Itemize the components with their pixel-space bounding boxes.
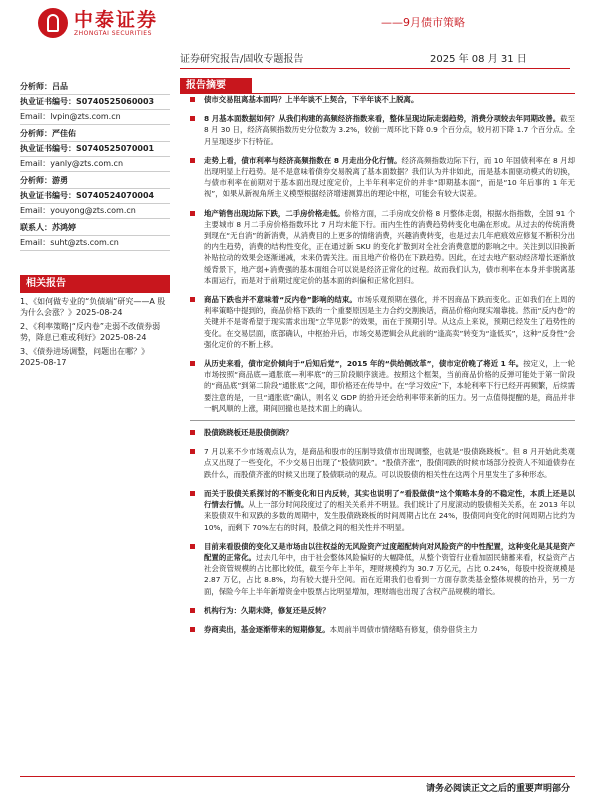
related-reports-header: 相关报告 [20, 275, 170, 293]
analyst-email[interactable]: lvpin@zts.com.cn [50, 112, 121, 121]
analyst-block [20, 127, 170, 172]
contact-name-row: 联系人：苏鸿婷 [20, 221, 170, 236]
related-report-link[interactable]: 1、《如何做专业的“负债端”研究——A 股为什么会涨？》2025-08-24 [20, 297, 166, 317]
summary-sections-2 [180, 427, 575, 635]
main-content [180, 78, 575, 635]
left-sidebar [20, 80, 170, 368]
summary-paragraph: 而关于股债关系探讨的不断变化和日内反转，其实也说明了“看股做债”这个策略本身的不稳定性，本质上还是以行情去行情。从上一部分时间段度过了的相关关系并不明显。我们统计了月度滚动的股债相关关系，在 2013 年以来股债双牛和双跌的多数的周期中，发生股债跷跷板的时间周期占比在 24%，股债同向变化的时间周期占比约为 10%，而剩下 70%左右的时间，股债之间的相关性并不明显。 [180, 488, 575, 533]
summary-paragraph: 债市交易阻离基本面吗？上半年谈不上契合，下半年谈不上脱离。 [180, 94, 575, 105]
logo-name-cn: 中泰证券 [74, 8, 159, 31]
analyst-block [20, 174, 170, 219]
summary-sections [180, 94, 575, 414]
contact-email-row: Email：suht@zts.com.cn [20, 236, 170, 251]
summary-paragraph: 股债跷跷板还是股债倒跷？ [180, 427, 575, 438]
analyst-email-row: Email：lvpin@zts.com.cn [20, 110, 170, 125]
analyst-block [20, 80, 170, 125]
footer-divider [20, 776, 575, 777]
summary-paragraph: 走势上看，债市利率与经济高频指数在 8 月走出分化行情。经济高频指数边际下行，而 10 年国债利率在 8 月却出现明显上行趋势。是不是意味着债券交易脱离了基本面数据？我们认为并非如此，而是基本面驱动模式的切换，与债市利率在前期对于基本面出现过度定价，上半年利率定价的并非“即期基本面”，而是“10 年后事的 1 年无视”，如果从新视角所主义模型根据经济增速测算出的理论中枢，可能会有较大误差。 [180, 155, 575, 200]
summary-header: 报告摘要 [180, 78, 252, 94]
section-divider [190, 420, 575, 421]
analyst-email-row: Email：youyong@zts.com.cn [20, 204, 170, 219]
analyst-name-row: 分析师：游勇 [20, 174, 170, 189]
header-divider [180, 68, 570, 69]
summary-paragraph: 8 月基本面数据如何？从我们构建的高频经济指数来看，整体呈现边际走弱趋势，消费分项较去年同期改善。截至 8 月 30 日，经济高频指数历史分位数为 3.2%，较前一周环比下降 0.9 个百分点，较月初下降 1.7 个百分点。全月呈现逐步下行特征。 [180, 113, 575, 147]
zhongtai-logo-icon [38, 8, 68, 38]
logo [38, 8, 158, 38]
summary-paragraph: 地产销售出现边际下跌，二手房价格走低。价格方面，二手房成交价格 8 月整体走弱，根据水指指数，全国 91 个主要城市 8 月二手房价格指数环比 7 月均未能下行。而内生性的消费趋势转变化电确在形成。从过去的传统消费到现在“无自消”的新消费，从消费目的上更多的情绪消费，兴趣消费转变，也是过去几年疤痕效应修复不断积分出的内生趋势，消费的结构性变化，正在通过新 SKU 的变化扩散到对全社会消费意愿的影响之中。关注到以旧换新补贴拉动的效果会逐渐递减，未来仍需关注。而且地产价格仍在下跌趋势。因此，在过去地产驱动经济增长逐渐放缓背景下，地产弱+消费强的基本面组合可以说是经济正常化的过程。故而我们认为，债市利率在本身并非脱离基本面运行，而是对于前期过度定价的基本面的纠偏和正常化回归。 [180, 208, 575, 286]
analyst-cert-row: 执业证书编号：S0740524070004 [20, 189, 170, 204]
contact-block [20, 221, 170, 251]
report-type: 证券研究报告/固收专题报告 [180, 54, 304, 65]
summary-paragraph: 券商卖出，基金逐渐带来的短期修复。本周前半周债市情绪略有修复，债券借贷主力 [180, 624, 575, 635]
related-report-link[interactable]: 2、《利率策略|“反内卷”走弱不改债券弱势，降息已难或利好》2025-08-24 [20, 322, 161, 342]
analyst-name-row: 分析师：吕品 [20, 80, 170, 95]
analyst-email[interactable]: youyong@zts.com.cn [50, 206, 136, 215]
summary-paragraph: 机构行为：久期未降，修复还是反转？ [180, 605, 575, 616]
related-reports-list [20, 296, 170, 368]
header-title: ——9月债市策略 [381, 16, 465, 29]
footer-disclaimer: 请务必阅读正文之后的重要声明部分 [425, 784, 570, 794]
related-report-link[interactable]: 3、《债券进场调整，问题出在哪？》2025-08-17 [20, 347, 150, 367]
analyst-email[interactable]: yanly@zts.com.cn [50, 159, 124, 168]
summary-paragraph: 从历史来看，债市定价倾向于“后知后觉”，2015 年的“供给侧改革”，债市定价晚了将近 1 年。按定义，上一轮市场按照“商品底—通胀底—利率底”的三阶段顺序演进。按照这个框架，当前商品价格的反弹可能处于第一阶段的“商品底”到第二阶段“通胀底”之间，即价格还在传导中。在“学习效应”下，本轮利率下行已经开再频繁，后续需要注意的是，一旦“通胀底”确认，则名义 GDP 的拾升还会给利率带来新的压力。另一点值得提醒的是，商品并非一帆风顺的上涨，期间回撤也是技术面上的确认。 [180, 358, 575, 414]
analyst-cert-row: 执业证书编号：S0740525060003 [20, 95, 170, 110]
summary-paragraph: 目前来看股债的变化又是市场由以往权益的无风险资产过度超配转向对风险资产的中性配置，这种变化是其是资产配置的正常化。过去几年中，由于社会整体风险偏好的大幅降低，从整个资管行业看加固民储蓄来看，权益资产占社会资管规模的占比都比较低，截至今年上半年，理财规模约为 30.7 万亿元，占比 0.24%，每股中投资规模是 2.87 万亿，占比 8.8%，均有较大提升空间。而在近期我们也看到一方面存款类基金整体规模的抬升，另一方面，保险今年上半年新增资金中股票占比明显增加，理财端也出现了含权产品规模的增长。 [180, 541, 575, 597]
analyst-cert-row: 执业证书编号：S0740525070001 [20, 142, 170, 157]
analyst-name-row: 分析师：严佳佑 [20, 127, 170, 142]
analyst-email-row: Email：yanly@zts.com.cn [20, 157, 170, 172]
summary-paragraph: 商品下跌也并不意味着“反内卷”影响的结束。市场乐观预期在强化，并不因商品下跌而变化。正如我们在上周的利率策略中提到的，商品价格下跌的一个重要原因是主力合约交割换话，商品价格向现实端靠拢。然而“反内卷”的关键并不是寄希望于现实需求出现“立竿见影”的效果，而在于预期引导。从这点上来说，预期已经发生了趋势性的变化。在交易层面，底部确认，中枢抬升后，市场交易逻辑会从此前的“逢高卖”转变为“逢低买”，这种“反身性”会强化定价的不断上移。 [180, 294, 575, 350]
analyst-list [20, 80, 170, 219]
logo-name-en: ZHONGTAI SECURITIES [74, 29, 152, 37]
report-date: 2025 年 08 月 31 日 [430, 54, 527, 65]
contact-email[interactable]: suht@zts.com.cn [50, 238, 119, 247]
summary-paragraph: 7 月以来不少市场观点认为，是商品和股市的压制导致债市出现调整，也就是“股债跷跷板”。但 8 月开始此类观点又出现了一些变化，不少交易日出现了“股债同跌”。“股债齐涨”，股债同跌的时候市场部分投资人不知道债券在跌什么，而股债齐涨的时候又出现了股债联动的观点。可以说股债的相关性在这两个月里发生了多种形态。 [180, 446, 575, 480]
